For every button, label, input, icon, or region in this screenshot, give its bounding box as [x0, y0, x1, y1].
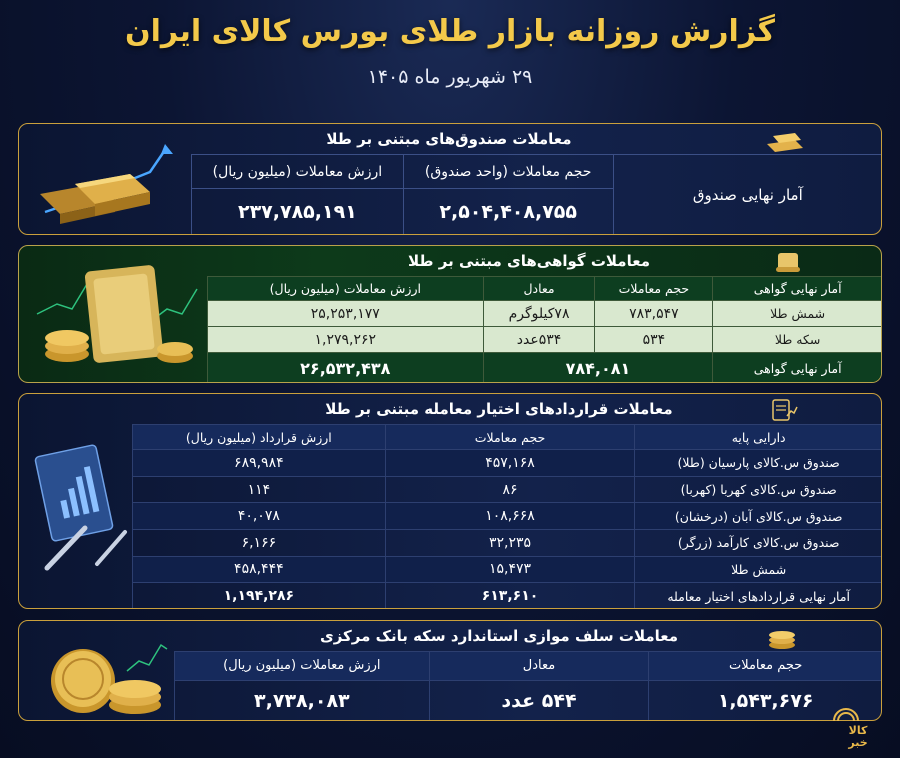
table-row: [208, 301, 883, 327]
chart-clipboard-pen-icon: [25, 428, 129, 578]
salaf-col-equivalent: معادل: [429, 652, 649, 681]
salaf-panel: [18, 620, 882, 721]
logo-line1: کالا: [848, 724, 868, 737]
opt-row-value: ۱۱۴: [133, 476, 386, 503]
fund-row-label: آمار نهایی صندوق: [613, 155, 882, 236]
table-row: [208, 327, 883, 353]
cert-total-volume: ۷۸۴,۰۸۱: [483, 353, 713, 383]
options-panel: [18, 393, 882, 609]
table-row: [133, 503, 883, 530]
salaf-equivalent: ۵۴۴ عدد: [429, 680, 649, 721]
opt-row-asset: صندوق س.کالای آبان (درخشان): [635, 503, 882, 530]
cert-total-value: ۲۶,۵۳۲,۴۳۸: [208, 353, 484, 383]
cert-row-name: سکه طلا: [713, 327, 882, 353]
kala-khabar-logo: [832, 708, 884, 748]
table-row: [133, 530, 883, 557]
salaf-panel-title: معاملات سلف موازی استاندارد سکه بانک مرکزی: [319, 627, 679, 645]
opt-row-value: ۶,۱۶۶: [133, 530, 386, 557]
opt-row-asset: صندوق س.کالای کارآمد (زرگر): [635, 530, 882, 557]
table-total-row: [208, 353, 883, 383]
cert-row-value: ۱,۲۷۹,۲۶۲: [208, 327, 484, 353]
cert-row-value: ۲۵,۲۵۳,۱۷۷: [208, 301, 484, 327]
opt-row-volume: ۱۵,۴۷۳: [385, 556, 635, 583]
certificate-panel: [18, 245, 882, 383]
opt-col-asset: دارایی پایه: [635, 425, 882, 450]
fund-col-volume: حجم معاملات (واحد صندوق): [403, 155, 613, 189]
opt-row-asset: صندوق س.کالای پارسیان (طلا): [635, 450, 882, 477]
salaf-table: [174, 651, 882, 721]
cert-row-equivalent: ۵۳۴عدد: [483, 327, 595, 353]
document-chart-icon: [767, 398, 799, 422]
page-title: گزارش روزانه بازار طلای بورس کالای ایران: [125, 14, 775, 49]
salaf-volume: ۱,۵۴۳,۶۷۶: [649, 680, 882, 721]
report-date: ۲۹ شهریور ماه ۱۴۰۵: [367, 66, 533, 88]
cert-row-volume: ۵۳۴: [595, 327, 713, 353]
cert-row-volume: ۷۸۳,۵۴۷: [595, 301, 713, 327]
table-row: [133, 476, 883, 503]
table-row: [133, 556, 883, 583]
opt-col-volume: حجم معاملات: [385, 425, 635, 450]
salaf-value: ۳,۷۳۸,۰۸۳: [175, 680, 430, 721]
certificate-panel-title: معاملات گواهی‌های مبتنی بر طلا: [408, 252, 650, 270]
cert-col-volume: حجم معاملات: [595, 277, 713, 301]
certificate-scroll-icon: [773, 250, 803, 274]
certificate-table: [207, 276, 882, 383]
opt-row-asset: شمش طلا: [635, 556, 882, 583]
coin-stack-icon: [765, 625, 799, 651]
cert-total-name: آمار نهایی گواهی: [713, 353, 882, 383]
table-total-row: [133, 583, 883, 609]
opt-row-volume: ۴۵۷,۱۶۸: [385, 450, 635, 477]
fund-value: ۲۳۷,۷۸۵,۱۹۱: [192, 189, 404, 235]
fund-panel: [18, 123, 882, 235]
fund-table: [191, 154, 882, 235]
opt-total-asset: آمار نهایی قراردادهای اختیار معامله: [635, 583, 882, 609]
salaf-col-value: ارزش معاملات (میلیون ریال): [175, 652, 430, 681]
gold-ingot-icon: [759, 130, 809, 156]
opt-row-volume: ۸۶: [385, 476, 635, 503]
salaf-col-volume: حجم معاملات: [649, 652, 882, 681]
fund-volume: ۲,۵۰۴,۴۰۸,۷۵۵: [403, 189, 613, 235]
signal-arcs-icon: [832, 708, 884, 722]
options-table: [132, 424, 882, 609]
opt-col-value: ارزش قرارداد (میلیون ریال): [133, 425, 386, 450]
options-panel-title: معاملات قراردادهای اختیار معامله مبتنی بر طلا: [325, 400, 673, 418]
logo-line2: خبر: [848, 736, 868, 749]
table-row: [175, 680, 883, 721]
opt-total-volume: ۶۱۳,۶۱۰: [385, 583, 635, 609]
opt-row-value: ۶۸۹,۹۸۴: [133, 450, 386, 477]
opt-row-value: ۴۰,۰۷۸: [133, 503, 386, 530]
opt-total-value: ۱,۱۹۴,۲۸۶: [133, 583, 386, 609]
fund-panel-title: معاملات صندوق‌های مبتنی بر طلا: [326, 130, 572, 148]
opt-row-value: ۴۵۸,۴۴۴: [133, 556, 386, 583]
cert-row-name: شمش طلا: [713, 301, 882, 327]
opt-row-volume: ۳۲,۲۳۵: [385, 530, 635, 557]
cert-row-equivalent: ۷۸کیلوگرم: [483, 301, 595, 327]
opt-row-asset: صندوق س.کالای کهربا (کهربا): [635, 476, 882, 503]
cert-col-value: ارزش معاملات (میلیون ریال): [208, 277, 484, 301]
cert-col-name: آمار نهایی گواهی: [713, 277, 882, 301]
fund-col-value: ارزش معاملات (میلیون ریال): [192, 155, 404, 189]
opt-row-volume: ۱۰۸,۶۶۸: [385, 503, 635, 530]
cert-col-equivalent: معادل: [483, 277, 595, 301]
table-row: [133, 450, 883, 477]
